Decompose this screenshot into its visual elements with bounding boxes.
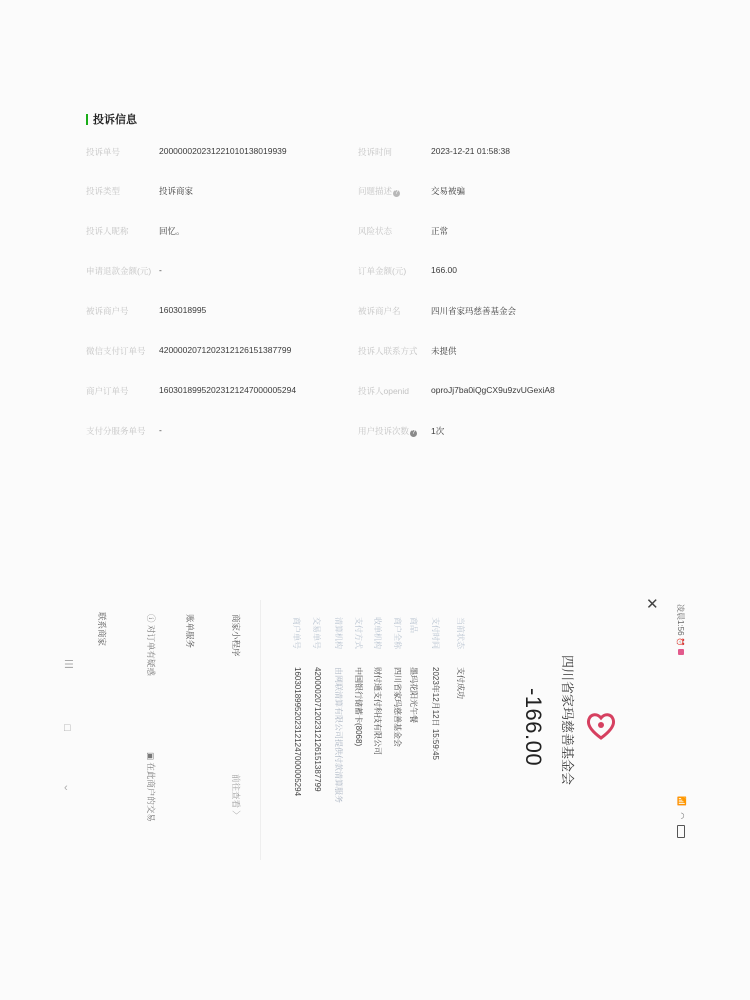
document-icon: ▣ — [146, 752, 156, 761]
field-value-openid: oproJj7ba0iQgCX9u9zvUGexiA8 — [431, 385, 555, 395]
field-value-nickname: 回忆。 — [159, 226, 185, 236]
go-view-button[interactable] — [230, 774, 242, 819]
receipt-label-pay-method: 支付方式 — [354, 617, 363, 649]
go-view-label: 前往查看 — [231, 774, 241, 809]
field-value-complaint-count: 1次 — [431, 426, 445, 436]
receipt-merchant-name: 四川省家玛慈善基金会 — [560, 655, 575, 786]
back-nav-icon[interactable]: ‹ — [64, 782, 68, 794]
complaint-info-title: 投诉信息 — [86, 111, 137, 127]
field-value-payscore-order: - — [159, 425, 162, 435]
field-value-problem-desc: 交易被骗 — [431, 186, 466, 196]
field-label-merchant-order: 商户订单号 — [86, 386, 129, 396]
receipt-value-clearing: 由网联清算有限公司提供付款清算服务 — [334, 667, 343, 803]
notification-badge-icon — [678, 649, 684, 655]
battery-icon — [677, 825, 685, 838]
merchant-trades-link[interactable]: ▣ 在此商户的交易 — [146, 752, 156, 822]
receipt-amount: -166.00 — [521, 688, 546, 767]
field-label-complaint-time: 投诉时间 — [358, 147, 393, 157]
field-label-payscore-order: 支付分服务单号 — [86, 426, 146, 436]
charity-logo-icon — [586, 712, 616, 740]
field-label-risk-status: 风险状态 — [358, 226, 393, 236]
status-bar-time: 凌晨1:56 ⏰ — [675, 604, 686, 655]
field-value-merchant-id: 1603018995 — [159, 305, 207, 315]
field-value-merchant-order: 16030189952023121247000005294 — [159, 385, 297, 395]
field-value-complaint-time: 2023-12-21 01:58:38 — [431, 146, 510, 156]
field-label-merchant-id: 被诉商户号 — [86, 306, 129, 316]
field-label-order-amount: 订单金额(元) — [358, 266, 407, 276]
menu-nav-icon[interactable]: ☰ — [64, 659, 74, 671]
mini-program-label: 商家小程序 — [231, 614, 241, 657]
bill-service-title: 账单服务 — [185, 614, 195, 649]
chevron-right-icon: 〉 — [231, 810, 241, 819]
order-doubt-link[interactable]: ⓘ 对订单有疑惑 — [146, 614, 156, 676]
field-value-complaint-type: 投诉商家 — [159, 186, 194, 196]
field-label-refund-amount: 申请退款金额(元) — [86, 266, 152, 276]
field-label-wechat-order: 微信支付订单号 — [86, 346, 146, 356]
field-label-nickname: 投诉人昵称 — [86, 226, 129, 236]
title-accent-bar — [86, 114, 88, 125]
field-label-complaint-type: 投诉类型 — [86, 186, 121, 196]
receipt-label-goods: 商品 — [409, 617, 418, 633]
help-icon[interactable]: ? — [411, 430, 416, 436]
question-icon: ⓘ — [146, 614, 156, 623]
help-icon[interactable]: ? — [394, 190, 399, 196]
receipt-value-merchant-full: 四川省家玛慈善基金会 — [393, 667, 402, 747]
field-label-contact: 投诉人联系方式 — [358, 346, 418, 356]
receipt-label-trade-no: 交易单号 — [312, 617, 321, 649]
field-value-merchant-name: 四川省家玛慈善基金会 — [431, 306, 517, 316]
receipt-value-time: 2023年12月12日 15:59:45 — [431, 667, 440, 760]
field-value-risk-status: 正常 — [431, 226, 449, 236]
status-bar-signal — [677, 796, 686, 838]
field-label-merchant-name: 被诉商户名 — [358, 306, 401, 316]
alarm-icon: ⏰ — [676, 637, 683, 647]
receipt-value-trade-no: 4200002071202312126151387799 — [313, 667, 322, 792]
receipt-value-merchant-no: 16030189952023121247000005294 — [293, 667, 302, 797]
home-nav-icon[interactable]: □ — [64, 722, 71, 734]
field-value-refund-amount: - — [159, 265, 162, 275]
receipt-value-pay-method: 中国银行储蓄卡(8068) — [354, 667, 363, 747]
field-value-contact: 未提供 — [431, 346, 457, 356]
receipt-value-acquirer: 财付通支付科技有限公司 — [373, 667, 382, 755]
receipt-label-acquirer: 收单机构 — [373, 617, 382, 649]
receipt-label-merchant-full: 商户全称 — [393, 617, 402, 649]
receipt-label-merchant-no: 商户单号 — [292, 617, 301, 649]
field-label-openid: 投诉人openid — [358, 386, 410, 396]
wifi-icon: ◠ — [677, 812, 686, 820]
receipt-label-clearing: 清算机构 — [334, 617, 343, 649]
contact-merchant-button[interactable]: 联系商家 — [97, 612, 107, 647]
field-label-problem-desc: 问题描述 ? — [358, 186, 399, 196]
close-icon[interactable]: ✕ — [646, 596, 659, 613]
field-value-wechat-order: 4200002071202312126151387799 — [159, 345, 292, 355]
signal-icon: 📶 — [677, 796, 686, 806]
field-value-complaint-id: 200000020231221010138019939 — [159, 146, 287, 156]
receipt-label-status: 当前状态 — [456, 617, 465, 649]
receipt-value-goods: 墨玛花阳光午餐 — [409, 667, 418, 723]
field-label-complaint-count: 用户投诉次数 ? — [358, 426, 416, 436]
receipt-label-time: 支付时间 — [431, 617, 440, 649]
field-label-complaint-id: 投诉单号 — [86, 147, 121, 157]
divider — [260, 600, 261, 860]
field-value-order-amount: 166.00 — [431, 265, 457, 275]
receipt-value-status: 支付成功 — [456, 667, 465, 699]
